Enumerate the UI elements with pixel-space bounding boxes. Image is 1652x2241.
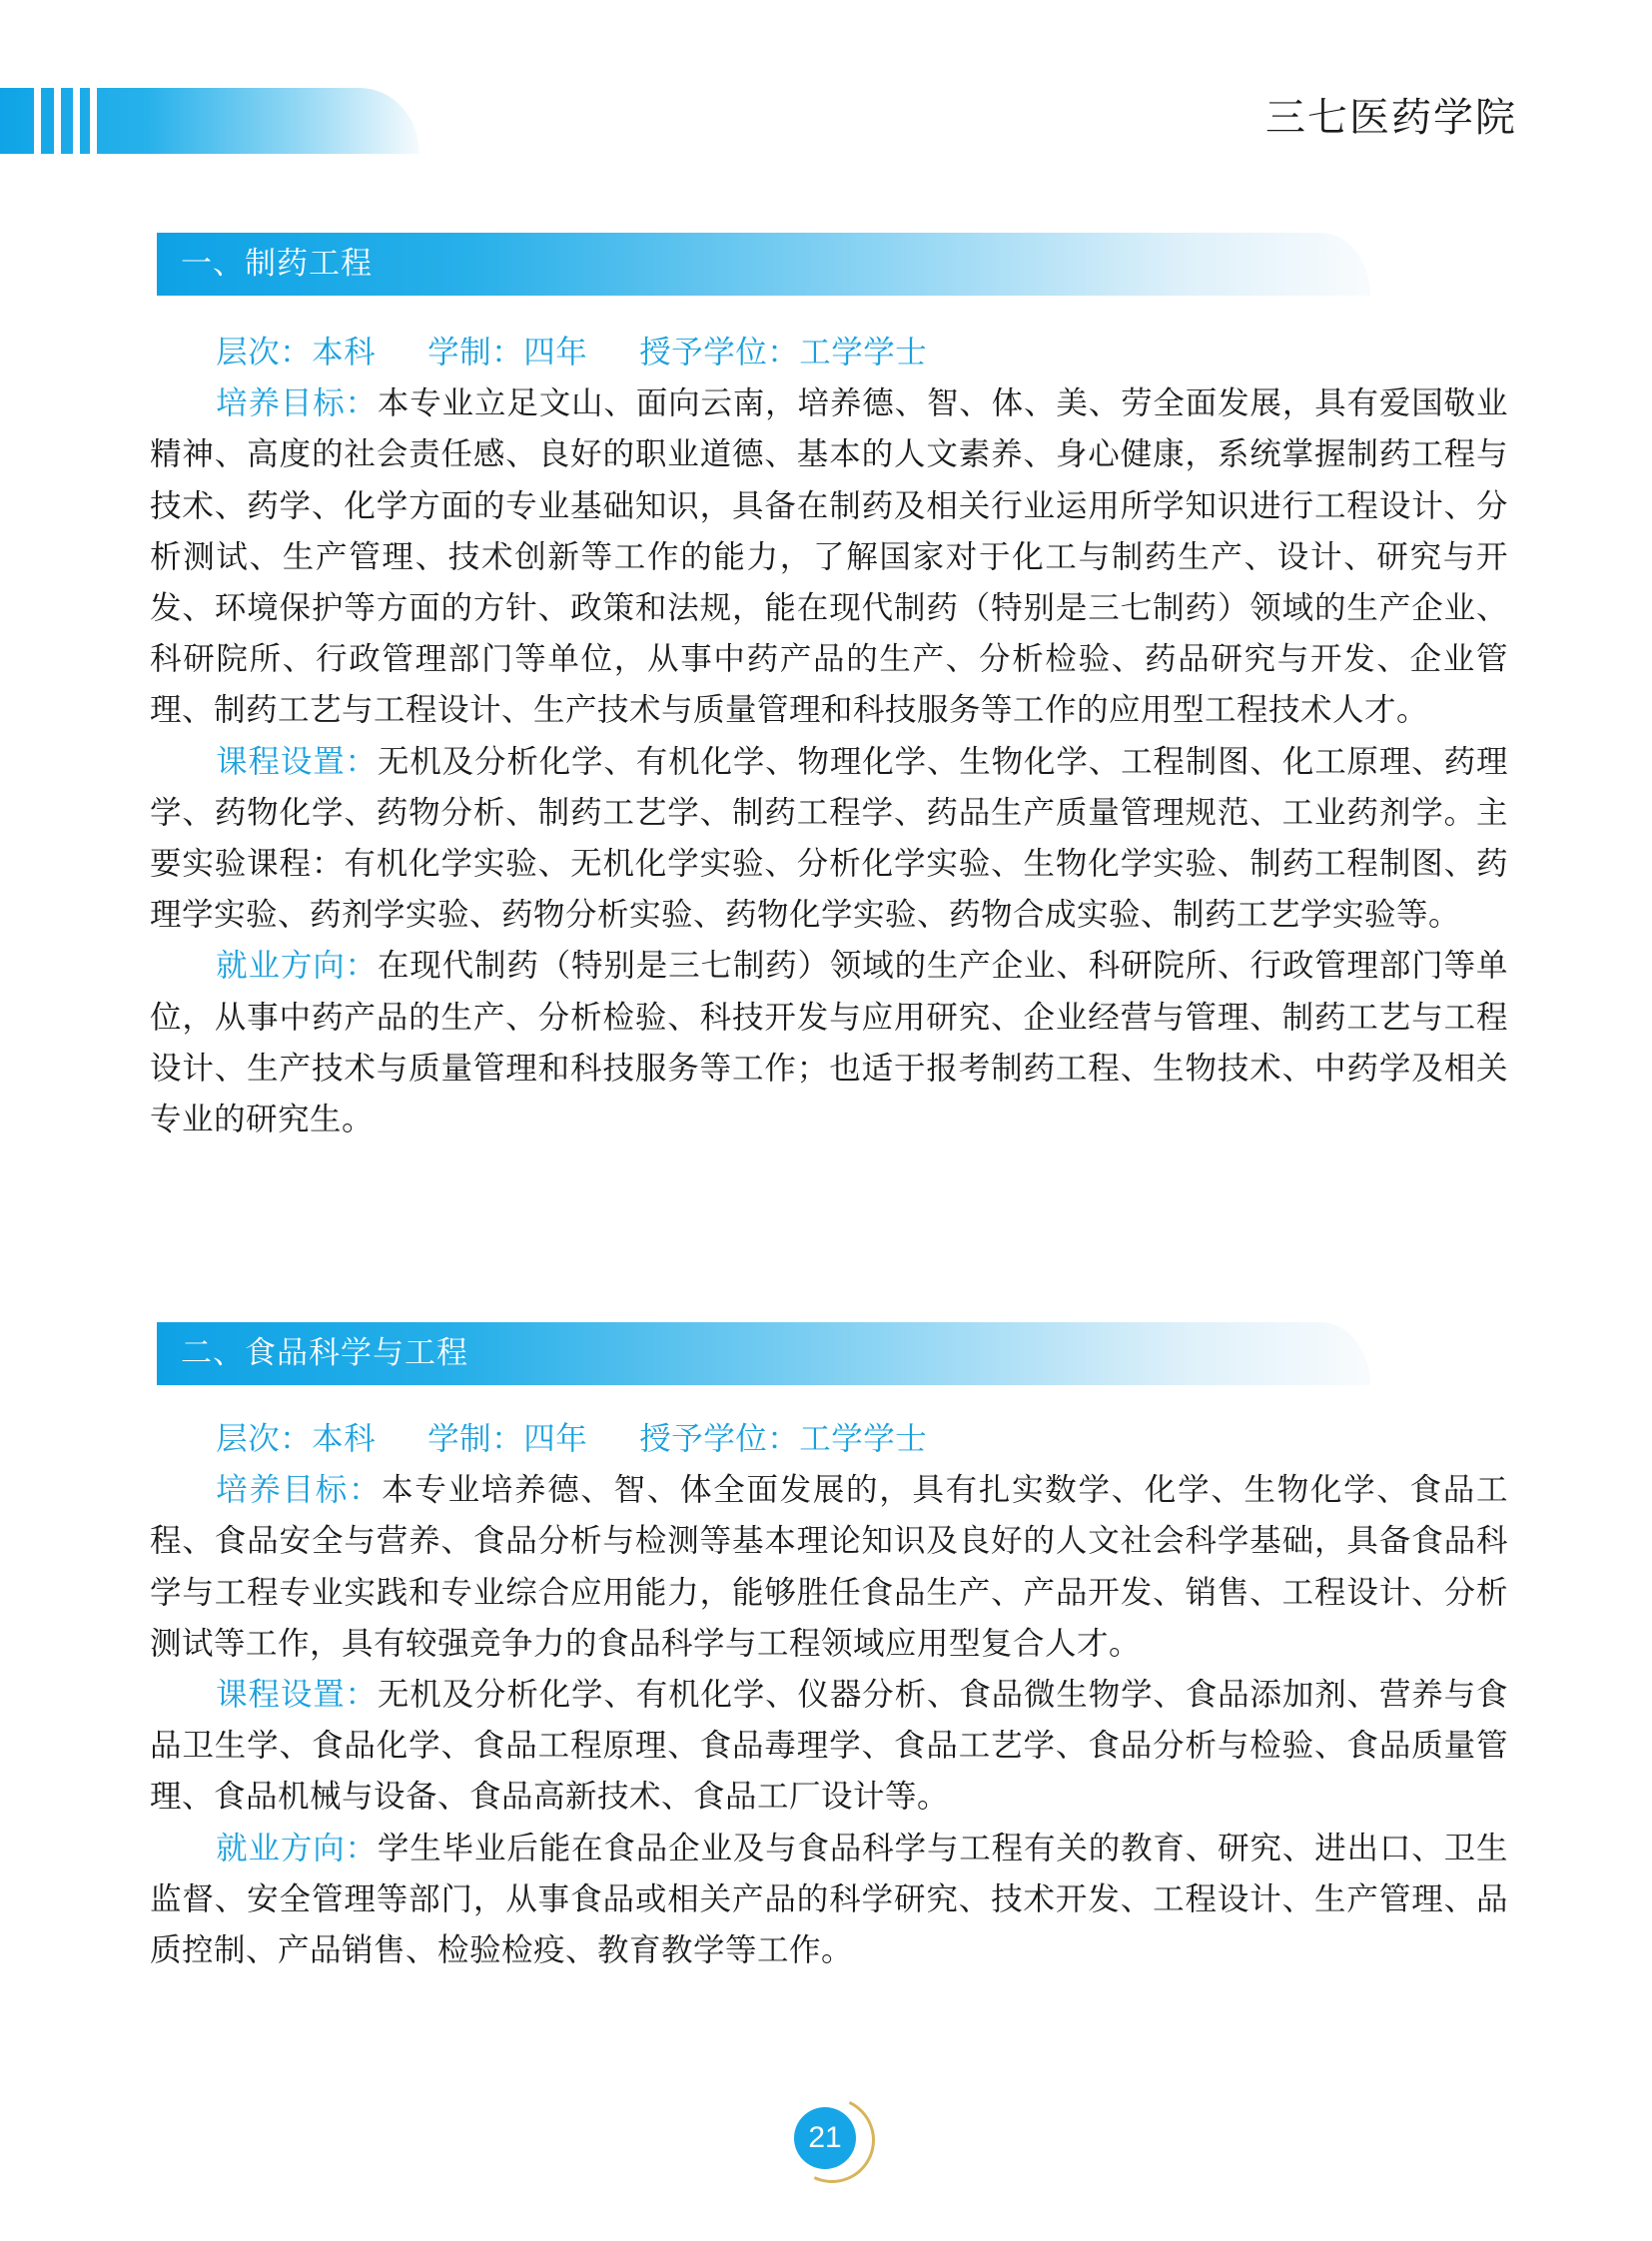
career-text: 在现代制药（特别是三七制药）领域的生产企业、科研院所、行政管理部门等单位，从事中药产品的生产、分析检验、科技开发与应用研究、企业经营与管理、制药工艺与工程设计、生产技术与质量管理和科技服务等工作；也适于报考制药工程、生物技术、中药学及相关专业的研究生。 — [150, 948, 1508, 1138]
section-title: 一、制药工程 — [181, 246, 373, 282]
goal-text: 本专业立足文山、面向云南，培养德、智、体、美、劳全面发展，具有爱国敬业精神、高度的社会责任感、良好的职业道德、基本的人文素养、身心健康，系统掌握制药工程与技术、药学、化学方面的专业基础知识，具备在制药及相关行业运用所学知识进行工程设计、分析测试、生产管理、技术创新等工作的能力，了解国家对于化工与制药生产、设计、研究与开发、环境保护等方面的方针、政策和法规，能在现代制药（特别是三七制药）领域的生产企业、科研院所、行政管理部门等单位，从事中药产品的生产、分析检验、药品研究与开发、企业管理、制药工艺与工程设计、生产技术与质量管理和科技服务等工作的应用型工程技术人才。 — [150, 385, 1508, 729]
goal-text: 本专业培养德、智、体全面发展的，具有扎实数学、化学、生物化学、食品工程、食品安全与营养、食品分析与检测等基本理论知识及良好的人文社会科学基础，具备食品科学与工程专业实践和专业综合应用能力，能够胜任食品生产、产品开发、销售、工程设计、分析测试等工作，具有较强竞争力的食品科学与工程领域应用型复合人才。 — [150, 1472, 1508, 1662]
header-stripe — [73, 88, 80, 154]
degree-value: 工学学士 — [799, 1421, 928, 1457]
career-text: 学生毕业后能在食品企业及与食品科学与工程有关的教育、研究、进出口、卫生监督、安全管理等部门，从事食品或相关产品的科学研究、技术开发、工程设计、生产管理、品质控制、产品销售、检验检疫、教育教学等工作。 — [150, 1830, 1508, 1969]
course-label: 课程设置： — [216, 1677, 378, 1714]
course-text: 无机及分析化学、有机化学、物理化学、生物化学、工程制图、化工原理、药理学、药物化学、药物分析、制药工艺学、制药工程学、药品生产质量管理规范、工业药剂学。主要实验课程：有机化学实验、无机化学实验、分析化学实验、生物化学实验、制药工程制图、药理学实验、药剂学实验、药物分析实验、药物化学实验、药物合成实验、制药工艺学实验等。 — [150, 743, 1508, 934]
course-text: 无机及分析化学、有机化学、仪器分析、食品微生物学、食品添加剂、营养与食品卫生学、食品化学、食品工程原理、食品毒理学、食品工艺学、食品分析与检验、食品质量管理、食品机械与设备、食品高新技术、食品工厂设计等。 — [150, 1677, 1508, 1816]
section-header-food — [157, 1322, 1370, 1385]
degree-label: 授予学位： — [639, 335, 800, 371]
header-stripe — [34, 88, 41, 154]
level-label: 层次： — [216, 335, 313, 371]
duration-label: 学制： — [427, 335, 524, 371]
page-number: 21 — [794, 2107, 856, 2169]
goal-paragraph — [150, 378, 1508, 736]
course-paragraph — [150, 1670, 1508, 1824]
section-title: 二、食品科学与工程 — [181, 1335, 468, 1371]
degree-value: 工学学士 — [799, 335, 928, 371]
goal-paragraph — [150, 1465, 1508, 1670]
section-header-pharma — [157, 233, 1370, 296]
meta-line — [150, 1414, 1508, 1465]
header-decoration — [0, 88, 419, 154]
level-value: 本科 — [312, 1421, 377, 1457]
duration-label: 学制： — [427, 1421, 524, 1457]
level-value: 本科 — [312, 335, 377, 371]
degree-label: 授予学位： — [639, 1421, 800, 1457]
goal-label: 培养目标： — [216, 1472, 383, 1509]
career-paragraph — [150, 1824, 1508, 1977]
duration-value: 四年 — [523, 1421, 588, 1457]
duration-value: 四年 — [523, 335, 588, 371]
career-label: 就业方向： — [216, 1830, 378, 1867]
section-body-pharma — [150, 328, 1508, 1145]
meta-line — [150, 328, 1508, 378]
course-paragraph — [150, 737, 1508, 942]
header-stripe — [54, 88, 61, 154]
career-paragraph — [150, 941, 1508, 1145]
college-name: 三七医药学院 — [1265, 95, 1517, 141]
level-label: 层次： — [216, 1421, 313, 1457]
course-label: 课程设置： — [216, 743, 378, 780]
goal-label: 培养目标： — [216, 385, 378, 422]
career-label: 就业方向： — [216, 948, 378, 985]
section-body-food — [150, 1414, 1508, 1976]
header-gradient-bar — [0, 88, 419, 154]
header-stripe — [90, 88, 97, 154]
